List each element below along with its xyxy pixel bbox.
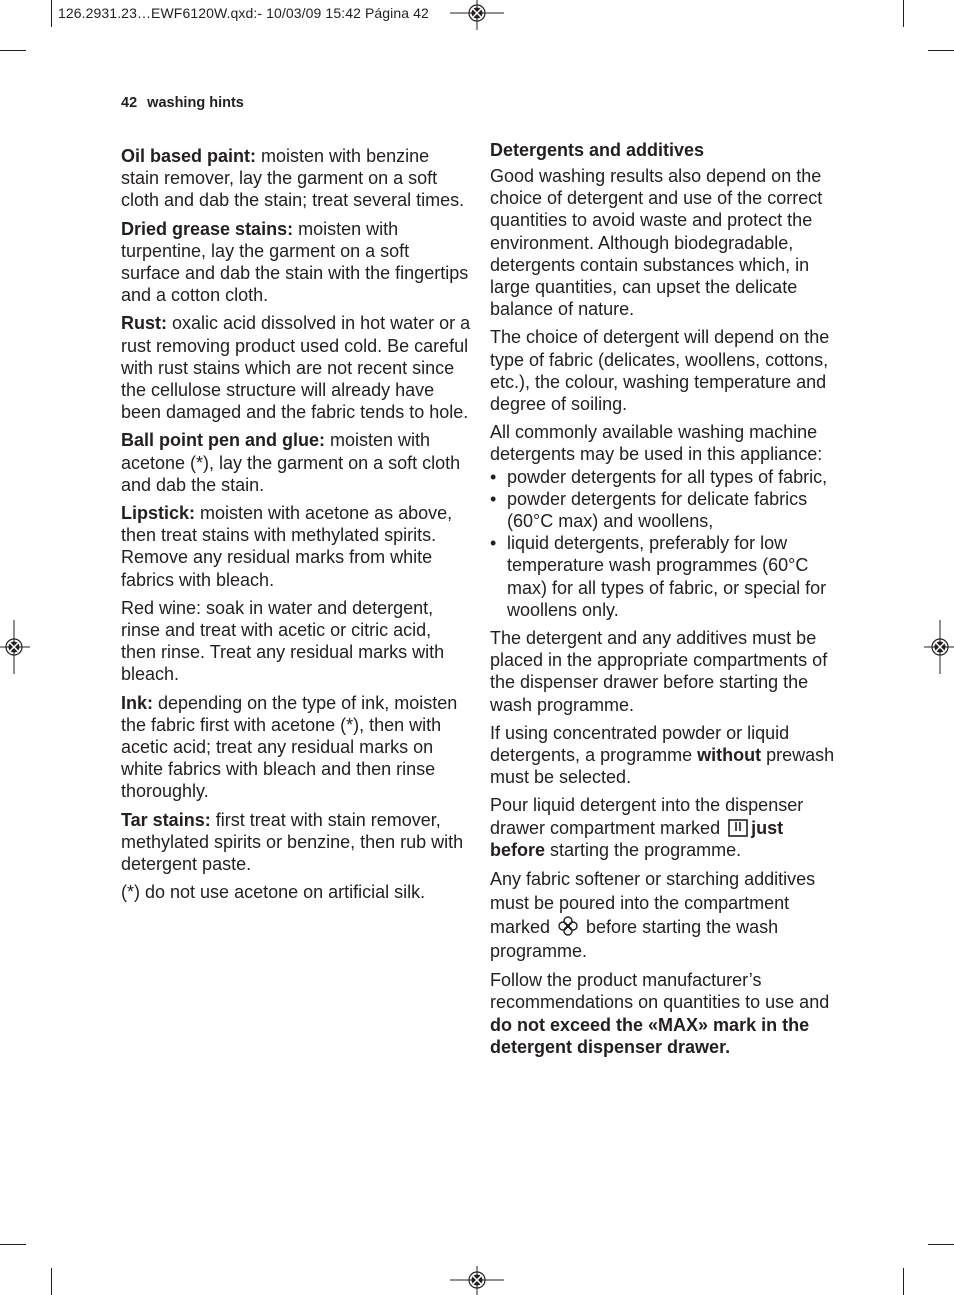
registration-mark-icon (924, 620, 954, 674)
pen-glue-paragraph: Ball point pen and glue: moisten with acetone (*), lay the garment on a soft cloth and dab the stain. (121, 430, 461, 495)
detergent-list (490, 466, 835, 621)
page-number: 42 (121, 95, 138, 111)
list-item: • powder detergents for delicate fabrics (60°C max) and woollens, (490, 488, 835, 532)
section-heading: Detergents and additives (490, 140, 705, 160)
crop-mark (903, 0, 904, 27)
choice-paragraph: The choice of detergent will depend on the type of fabric (delicates, woollens, cottons, etc.), the colour, washing temperature and degree of soiling. (490, 327, 830, 415)
running-header (121, 95, 244, 111)
main-wash-compartment-icon (728, 819, 748, 837)
crop-mark (51, 0, 52, 27)
crop-mark (903, 1268, 904, 1295)
list-item: • powder detergents for all types of fabric, (490, 466, 835, 488)
print-slug: 126.2931.23…EWF6120W.qxd:- 10/03/09 15:42 Página 42 (58, 5, 429, 21)
tar-paragraph: Tar stains: first treat with stain remover, methylated spirits or benzine, then rub with detergent paste. (121, 809, 464, 875)
placement-paragraph: The detergent and any additives must be placed in the appropriate compartments of the dispenser drawer before starting the wash programme. (490, 628, 828, 715)
intro-paragraph: Good washing results also depend on the choice of detergent and use of the correct quantities to avoid waste and protect the environment. Although biodegradable, detergents contain substances which, in large quantities, can upset the delicate balance of nature. (490, 166, 823, 320)
registration-mark-icon (450, 1266, 504, 1295)
registration-mark-icon (450, 0, 504, 30)
crop-mark (0, 50, 26, 51)
crop-mark (51, 1268, 52, 1295)
crop-mark (928, 50, 954, 51)
ink-paragraph: Ink: depending on the type of ink, moisten the fabric first with acetone (*), then with acetic acid; treat any residual marks on white fabrics with bleach and then rinse thoroughly. (121, 692, 458, 802)
manufacturer-paragraph: Follow the product manufacturer’s recommendations on quantities to use and do not exceed the «MAX» mark in the detergent dispenser drawer. (490, 970, 830, 1057)
oil-paint-paragraph: Oil based paint: moisten with benzine stain remover, lay the garment on a soft cloth and dab the stain; treat several times. (121, 146, 465, 211)
list-item: • liquid detergents, preferably for low temperature wash programmes (60°C max) for all types of fabric, or special for woollens only. (490, 532, 835, 621)
footnote: (*) do not use acetone on artificial silk. (121, 882, 426, 903)
crop-mark (0, 1244, 26, 1245)
grease-paragraph: Dried grease stains: moisten with turpentine, lay the garment on a soft surface and dab the stain with the fingertips and a cotton cloth. (121, 218, 469, 306)
detergents-column (490, 139, 835, 1064)
compat-paragraph: All commonly available washing machine detergents may be used in this appliance: (490, 422, 823, 465)
concentrated-paragraph: If using concentrated powder or liquid detergents, a programme without prewash must be selected. (490, 722, 835, 788)
liquid-paragraph: Pour liquid detergent into the dispenser drawer compartment marked just before starting the programme. (490, 795, 804, 860)
rust-paragraph: Rust: oxalic acid dissolved in hot water or a rust removing product used cold. Be careful with rust stains which are not recent since the cellulose structure will already have been damaged and the fabric tends to hole. (121, 313, 471, 423)
crop-mark (928, 1244, 954, 1245)
lipstick-paragraph: Lipstick: moisten with acetone as above, then treat stains with methylated spirits. Remove any residual marks from white fabrics with bleach. (121, 503, 453, 590)
stain-removal-column (121, 145, 471, 910)
softener-paragraph: Any fabric softener or starching additives must be poured into the compartment marked before starting the wash programme. (490, 869, 816, 962)
registration-mark-icon (0, 620, 30, 674)
fabric-softener-flower-icon (558, 916, 578, 936)
red-wine-paragraph: Red wine: soak in water and detergent, rinse and treat with acetic or citric acid, then rinse. Treat any residual marks with bleach. (121, 597, 445, 685)
section-title: washing hints (147, 95, 244, 111)
